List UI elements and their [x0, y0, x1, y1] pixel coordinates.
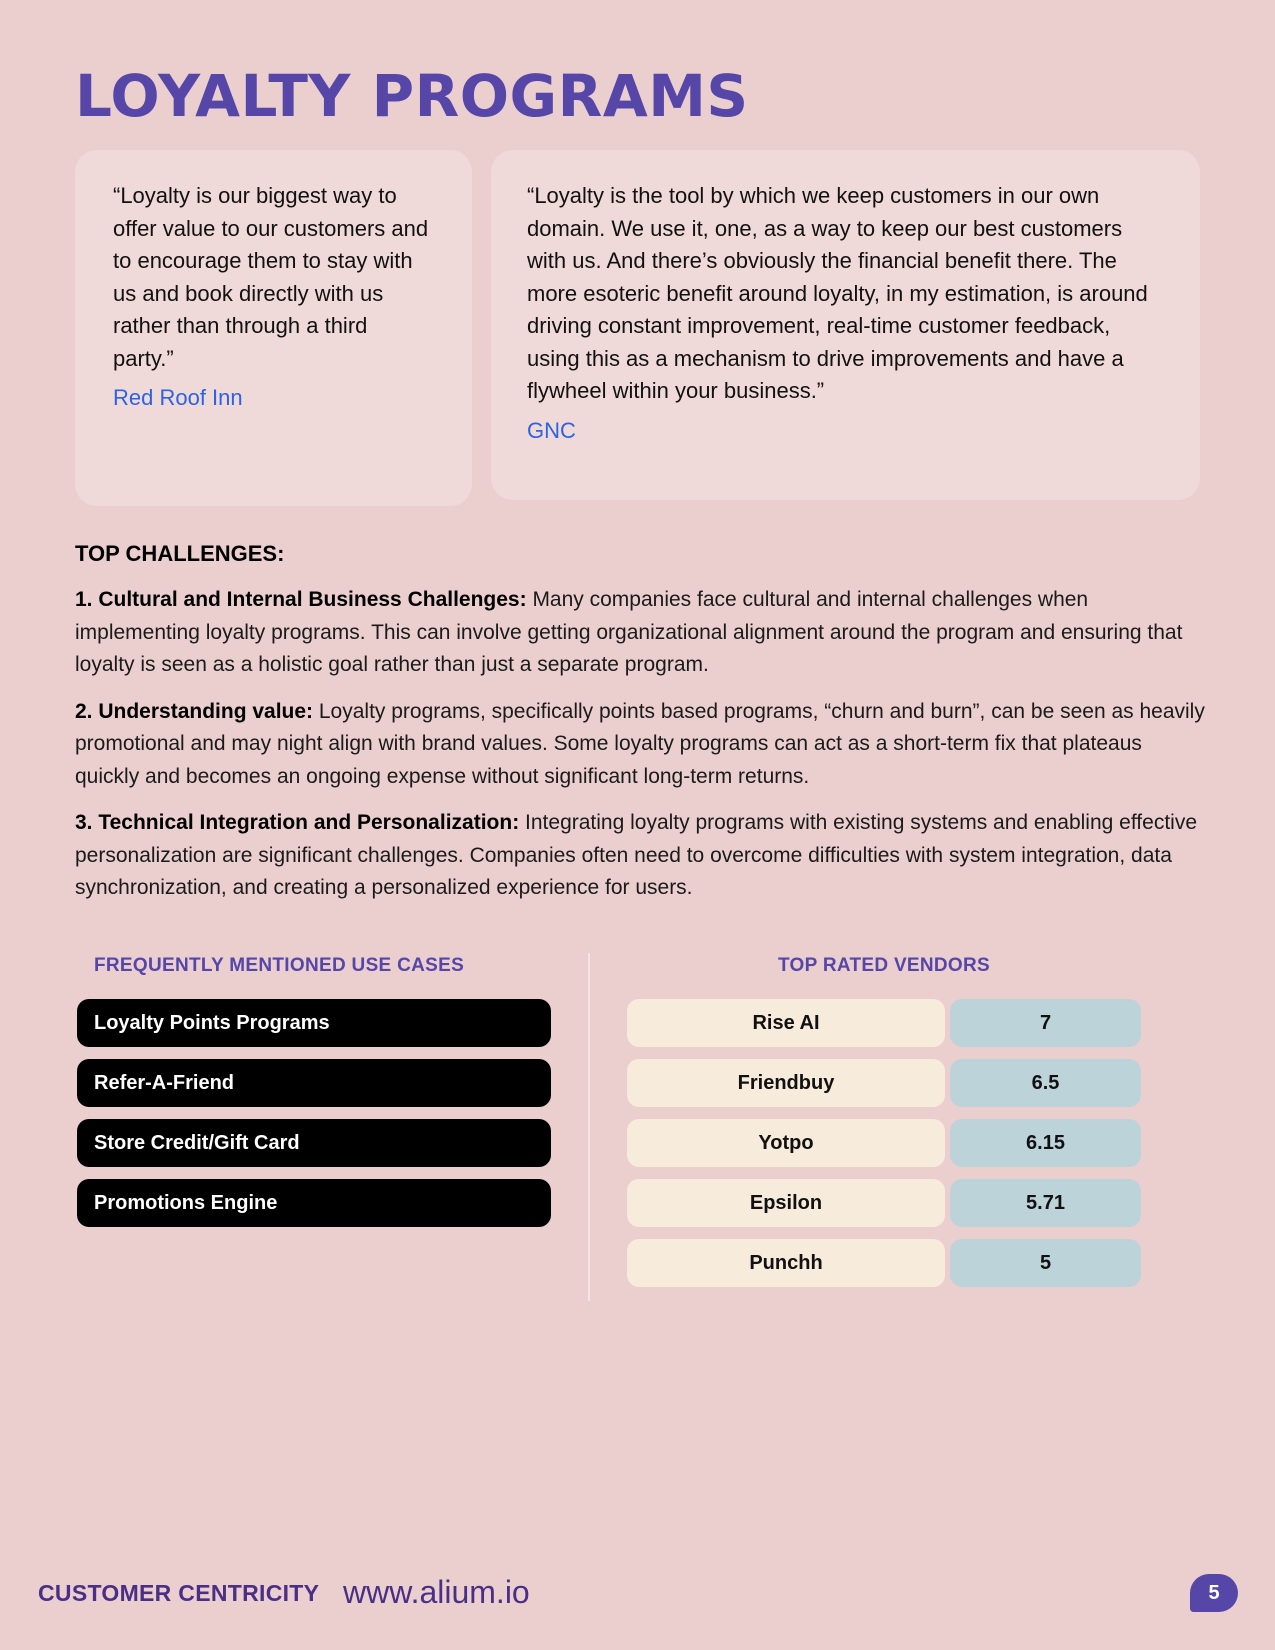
vendors-label: TOP RATED VENDORS — [777, 955, 991, 976]
footer-brand: CUSTOMER CENTRICITY — [38, 1580, 320, 1606]
use-case-item: Promotions Engine — [77, 1179, 551, 1227]
vendor-score: 6.15 — [950, 1119, 1141, 1167]
vendor-name: Yotpo — [627, 1119, 945, 1167]
use-case-item: Store Credit/Gift Card — [77, 1119, 551, 1167]
challenges-section — [75, 541, 1205, 919]
use-case-item: Refer-A-Friend — [77, 1059, 551, 1107]
challenge-title: 1. Cultural and Internal Business Challenges: — [75, 588, 527, 611]
vendor-score: 5.71 — [950, 1179, 1141, 1227]
challenge-item — [75, 696, 1205, 794]
challenge-title: 2. Understanding value: — [75, 699, 314, 723]
use-cases-label: FREQUENTLY MENTIONED USE CASES — [94, 955, 465, 976]
vendor-name: Friendbuy — [627, 1059, 945, 1107]
challenge-body: Loyalty programs, specifically points based programs, “churn and burn”, can be seen as heavily promotional and may night align with brand values. Some loyalty programs can act as a short-term fix that plateaus quickly and becomes an ongoing expense without significant long-term returns. — [75, 699, 1205, 788]
quote-card-red-roof-inn — [75, 150, 472, 506]
vendor-name: Epsilon — [627, 1179, 945, 1227]
challenges-heading: TOP CHALLENGES: — [75, 541, 285, 566]
vendor-name: Punchh — [627, 1239, 945, 1287]
quote-text: “Loyalty is our biggest way to offer value to our customers and to encourage them to stay with us and book directly with us rather than through a third party.” — [113, 183, 429, 371]
challenge-item — [75, 584, 1205, 682]
quote-card-gnc — [491, 150, 1200, 500]
challenge-item — [75, 807, 1205, 905]
vendor-score: 7 — [950, 999, 1141, 1047]
page-title: LOYALTY PROGRAMS — [75, 62, 749, 130]
footer-url-link[interactable]: www.alium.io — [343, 1574, 530, 1610]
challenge-body: Many companies face cultural and internal challenges when implementing loyalty programs. This can involve getting organizational alignment around the program and ensuring that loyalty is seen as a holistic goal rather than just a separate program. — [75, 588, 1183, 676]
vendor-name: Rise AI — [627, 999, 945, 1047]
quote-source: Red Roof Inn — [113, 385, 243, 410]
quote-source: GNC — [527, 417, 576, 443]
challenge-title: 3. Technical Integration and Personalization: — [75, 811, 520, 834]
quote-text: “Loyalty is the tool by which we keep customers in our own domain. We use it, one, as a way to keep our best customers with us. And there’s obviously the financial benefit there. The more esoteric benefit around loyalty, in my estimation, is around driving constant improvement, real-time customer feedback, using this as a mechanism to drive improvements and have a flywheel within your business.” — [527, 183, 1148, 403]
page-number-badge: 5 — [1190, 1574, 1238, 1612]
use-case-item: Loyalty Points Programs — [77, 999, 551, 1047]
column-divider — [588, 953, 590, 1301]
vendor-score: 6.5 — [950, 1059, 1141, 1107]
challenge-body: Integrating loyalty programs with existing systems and enabling effective personalization are significant challenges. Companies often need to overcome difficulties with system integration, data synchronization, and creating a personalized experience for users. — [75, 811, 1197, 899]
vendor-score: 5 — [950, 1239, 1141, 1287]
